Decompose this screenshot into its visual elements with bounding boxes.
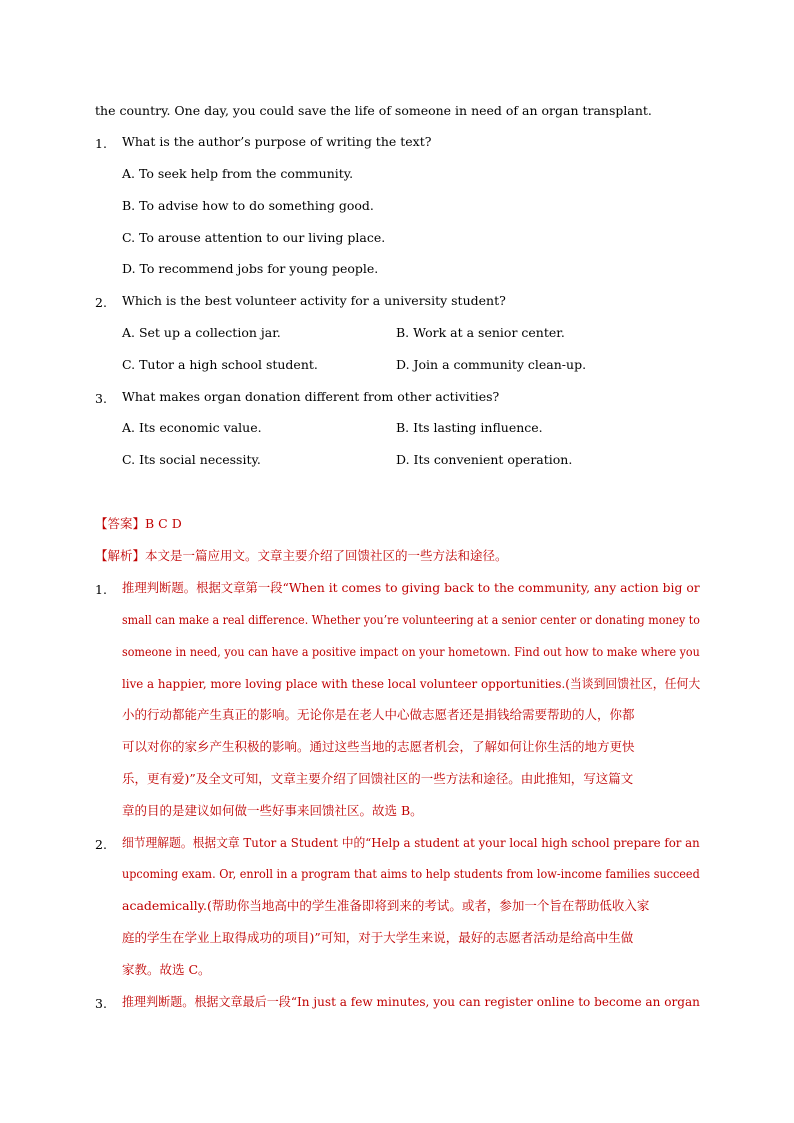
analysis-label: 【解析】 bbox=[95, 548, 146, 563]
analysis-2-line-1: 细节理解题。根据文章 Tutor a Student 中的“Help a student at your local high school prepare for an bbox=[122, 835, 700, 850]
question-2-option-d: D. Join a community clean-up. bbox=[396, 357, 587, 372]
question-1-number: 1. bbox=[95, 136, 107, 151]
analysis-2-number: 2. bbox=[95, 837, 107, 852]
question-3-option-a: A. Its economic value. bbox=[122, 420, 262, 435]
analysis-2-line-5: 家教。故选 C。 bbox=[122, 962, 211, 977]
question-3-option-d: D. Its convenient operation. bbox=[396, 452, 573, 467]
question-3-option-c: C. Its social necessity. bbox=[122, 452, 261, 467]
question-2-stem: Which is the best volunteer activity for a university student? bbox=[122, 293, 506, 308]
analysis-3-number: 3. bbox=[95, 996, 107, 1011]
question-1-option-a: A. To seek help from the community. bbox=[122, 166, 354, 181]
passage-tail: the country. One day, you could save the life of someone in need of an organ transplant. bbox=[95, 103, 652, 118]
analysis-1-line-5: 小的行动都能产生真正的影响。无论你是在老人中心做志愿者还是捐钱给需要帮助的人，你都 bbox=[122, 707, 635, 722]
analysis-2-line-3: academically.(帮助你当地高中的学生准备即将到来的考试。或者，参加一个旨在帮助低收入家 bbox=[122, 898, 650, 913]
analysis-intro-line bbox=[95, 548, 508, 564]
question-2-option-a: A. Set up a collection jar. bbox=[122, 325, 281, 340]
analysis-2-line-2: upcoming exam. Or, enroll in a program that aims to help students from low-income families succeed bbox=[122, 866, 700, 881]
question-1-option-b: B. To advise how to do something good. bbox=[122, 198, 374, 213]
analysis-1-line-7: 乐，更有爱)”及全文可知，文章主要介绍了回馈社区的一些方法和途径。由此推知，写这篇文 bbox=[122, 771, 634, 786]
answer-label: 【答案】 bbox=[95, 516, 146, 531]
analysis-1-line-2: small can make a real difference. Whether you’re volunteering at a senior center or donating money to bbox=[122, 612, 700, 627]
question-3-stem: What makes organ donation different from other activities? bbox=[122, 389, 500, 404]
question-1-option-d: D. To recommend jobs for young people. bbox=[122, 261, 379, 276]
question-2-option-b: B. Work at a senior center. bbox=[396, 325, 565, 340]
analysis-1-line-6: 可以对你的家乡产生积极的影响。通过这些当地的志愿者机会，了解如何让你生活的地方更快 bbox=[122, 739, 635, 754]
question-3-number: 3. bbox=[95, 391, 107, 406]
answer-line bbox=[95, 516, 182, 532]
analysis-1-number: 1. bbox=[95, 582, 107, 597]
analysis-2-line-4: 庭的学生在学业上取得成功的项目)”可知，对于大学生来说，最好的志愿者活动是给高中生做 bbox=[122, 930, 634, 945]
question-1-stem: What is the author’s purpose of writing the text? bbox=[122, 134, 432, 149]
analysis-3-line-1: 推理判断题。根据文章最后一段“In just a few minutes, you can register online to become an organ bbox=[122, 994, 700, 1009]
analysis-1-line-1: 推理判断题。根据文章第一段“When it comes to giving back to the community, any action big or bbox=[122, 580, 700, 595]
question-1-option-c: C. To arouse attention to our living place. bbox=[122, 230, 386, 245]
analysis-intro: 本文是一篇应用文。文章主要介绍了回馈社区的一些方法和途径。 bbox=[145, 548, 508, 563]
analysis-1-line-8: 章的目的是建议如何做一些好事来回馈社区。故选 B。 bbox=[122, 803, 423, 818]
analysis-1-line-3: someone in need, you can have a positive impact on your hometown. Find out how to make where you bbox=[122, 644, 700, 659]
question-2-option-c: C. Tutor a high school student. bbox=[122, 357, 318, 372]
answer-value: B C D bbox=[145, 516, 182, 531]
analysis-1-line-4: live a happier, more loving place with these local volunteer opportunities.(当谈到回馈社区，任何大 bbox=[122, 676, 701, 691]
question-2-number: 2. bbox=[95, 295, 107, 310]
question-3-option-b: B. Its lasting influence. bbox=[396, 420, 543, 435]
